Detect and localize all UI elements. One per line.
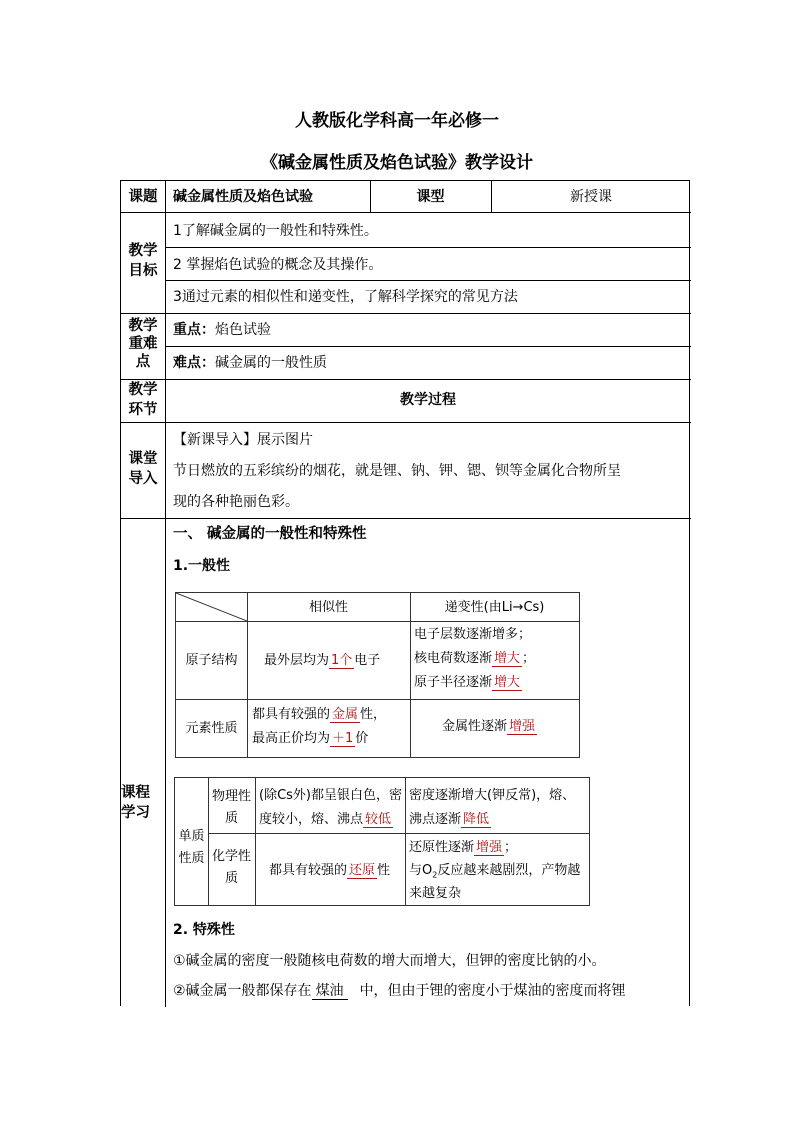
row-element-similar-2: 最高正价均为 ＋1 价 [252, 731, 369, 746]
row-element-similar-1: 都具有较强的 金属 性， [252, 707, 387, 722]
intro-label: 课堂导入 [128, 451, 158, 487]
intro-line-2: 节日燃放的五彩缤纷的烟花，就是锂、钠、钾、锶、钡等金属化合物所呈 [173, 463, 621, 479]
key-point [173, 323, 271, 337]
row-atomic-trend-1: 电子层数逐渐增多； [414, 627, 532, 642]
sub-2-heading: 2. 特殊性 [173, 922, 235, 938]
key-point-prefix: 重点： [173, 322, 215, 338]
chemical-label: 化学性质 [211, 849, 251, 886]
trend-table [175, 592, 580, 758]
col-similar-header: 相似性 [308, 600, 348, 615]
process-value: 教学过程 [400, 392, 456, 408]
row-atomic-similar: 最外层均为 1个 电子 [264, 653, 381, 668]
type-value: 新授课 [570, 189, 612, 205]
physical-trend-2: 沸点逐渐 降低 [409, 812, 490, 827]
study-label: 课程学习 [121, 785, 150, 821]
objective-3: 3通过元素的相似性和递变性，了解科学探究的常见方法 [173, 289, 518, 305]
physical-similar-2: 度较小，熔、沸点 较低 [259, 812, 392, 827]
row-atomic-trend-2: 核电荷数逐渐 增大 ； [414, 651, 536, 666]
chemical-trend-2: 与$O_2$反应越来越剧烈，产物越 [409, 863, 581, 880]
row-atomic-structure-label: 原子结构 [185, 653, 238, 668]
sub-1-heading: 1.一般性 [173, 558, 231, 574]
chemical-similar: 都具有较强的 还原 性 [269, 863, 391, 878]
key-point-value: 焰色试验 [215, 322, 271, 338]
row-element-trend: 金属性逐渐 增强 [442, 719, 536, 734]
chemical-trend-1: 还原性逐渐 增强 ； [409, 840, 518, 855]
document-title: 人教版化学科高一年必修一 [295, 111, 499, 131]
physical-trend-1: 密度逐渐增大(钾反常)，熔、 [409, 788, 576, 803]
process-label: 教学环节 [128, 382, 158, 418]
intro-line-3: 现的各种艳丽色彩。 [173, 494, 299, 510]
objective-1: 1了解碱金属的一般性和特殊性。 [173, 223, 378, 239]
substance-table [174, 777, 590, 906]
row-atomic-trend-3: 原子半径逐渐 增大 [414, 675, 521, 690]
chemical-trend-3: 来越复杂 [409, 886, 462, 901]
difficult-point [173, 356, 327, 370]
row-element-label: 元素性质 [185, 721, 238, 736]
col-trend-header: 递变性(由Li→Cs) [444, 600, 545, 615]
intro-line-1: 【新课导入】展示图片 [173, 432, 313, 448]
topic-label: 课题 [128, 189, 158, 205]
physical-similar-1: (除Cs外)都呈银白色，密 [259, 788, 402, 803]
key-points-label: 教学重难点 [128, 318, 158, 370]
lesson-plan-table [120, 180, 690, 1006]
topic-value: 碱金属性质及焰色试验 [173, 189, 313, 205]
document-subtitle: 《碱金属性质及焰色试验》教学设计 [261, 153, 533, 173]
objective-2: 2 掌握焰色试验的概念及其操作。 [173, 257, 383, 273]
substance-group-label: 单质性质 [178, 829, 205, 866]
type-label: 课型 [416, 189, 445, 205]
difficult-point-value: 碱金属的一般性质 [215, 355, 327, 371]
difficult-point-prefix: 难点： [173, 355, 215, 371]
objectives-label: 教学目标 [128, 243, 158, 279]
special-2: ②碱金属一般都保存在 煤油 中，但由于锂的密度小于煤油的密度而将锂 [173, 983, 626, 999]
special-1: ①碱金属的密度一般随核电荷数的增大而增大，但钾的密度比钠的小。 [173, 953, 606, 969]
physical-label: 物理性质 [211, 789, 251, 826]
section-1-heading: 一、 碱金属的一般性和特殊性 [173, 526, 367, 542]
diagonal-header-line [176, 593, 247, 621]
